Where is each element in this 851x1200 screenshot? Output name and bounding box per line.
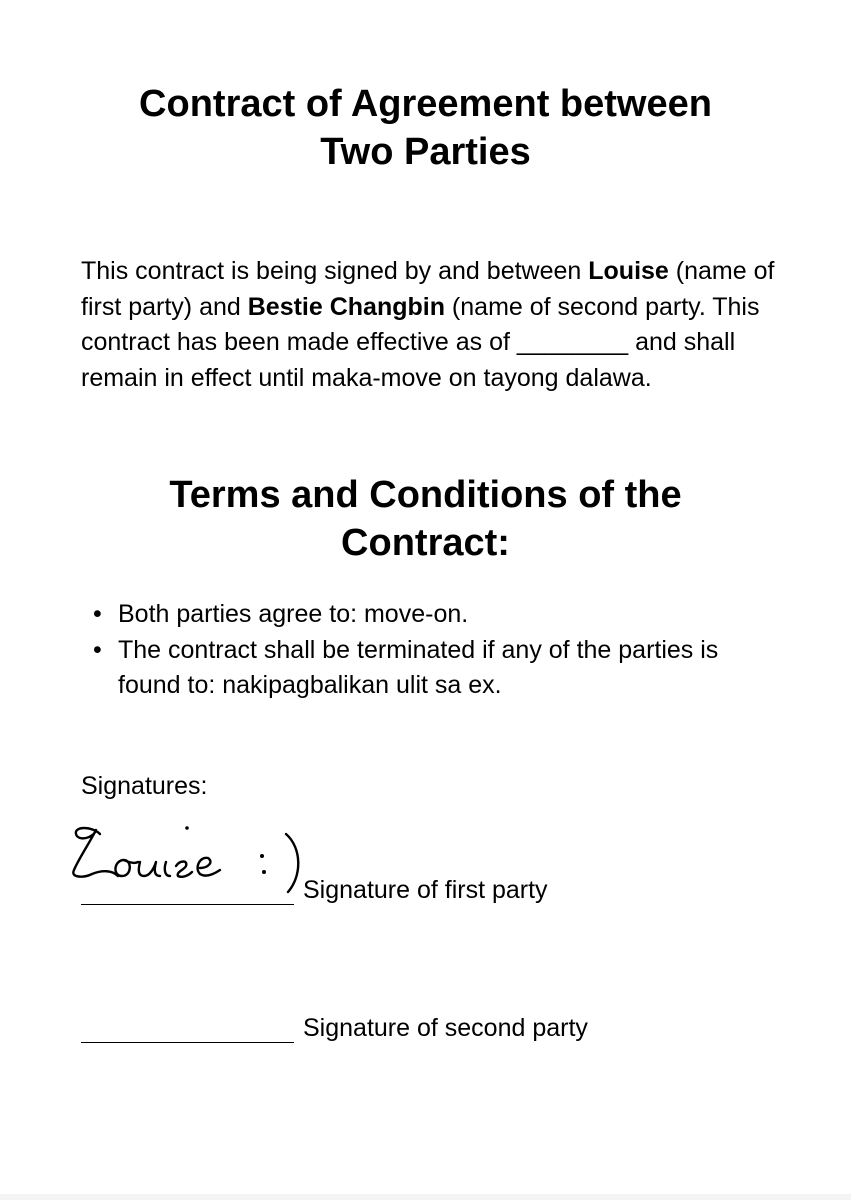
- intro-paragraph: [81, 254, 781, 396]
- intro-text-part3: (name of second party. This contract has been made effective as of ________ and shall remain in effect until maka-move on tayong dalawa.: [81, 292, 760, 392]
- first-party-name: Louise: [588, 257, 669, 285]
- page-bottom-edge: [0, 1194, 851, 1200]
- second-signature-caption: Signature of second party: [303, 1014, 588, 1042]
- bullet-icon: •: [93, 600, 102, 628]
- contract-title-line1: Contract of Agreement between: [139, 83, 712, 125]
- intro-text-part1: This contract is being signed by and between: [81, 257, 589, 285]
- list-item: [81, 597, 721, 633]
- signatures-label: Signatures:: [81, 772, 208, 800]
- terms-heading-line1: Terms and Conditions of the: [169, 474, 682, 516]
- second-party-name: Bestie Changbin: [247, 292, 445, 321]
- terms-heading-line2: Contract:: [341, 522, 510, 564]
- contract-title-line2: Two Parties: [320, 131, 531, 173]
- list-item: [81, 633, 721, 704]
- term-text: Both parties agree to: move-on.: [118, 600, 469, 628]
- term-text: The contract shall be terminated if any of the parties is found to: nakipagbalikan ulit sa ex.: [118, 635, 719, 699]
- terms-heading: [0, 471, 851, 567]
- bullet-icon: •: [93, 635, 102, 664]
- intro-text-part2: (name of first party) and: [81, 257, 775, 321]
- first-signature-caption: Signature of first party: [303, 876, 548, 904]
- second-signature-line: [81, 1042, 294, 1043]
- terms-list: [81, 597, 721, 704]
- handwritten-signature: [66, 812, 316, 902]
- first-signature-line: [81, 904, 294, 905]
- contract-title: [0, 80, 851, 176]
